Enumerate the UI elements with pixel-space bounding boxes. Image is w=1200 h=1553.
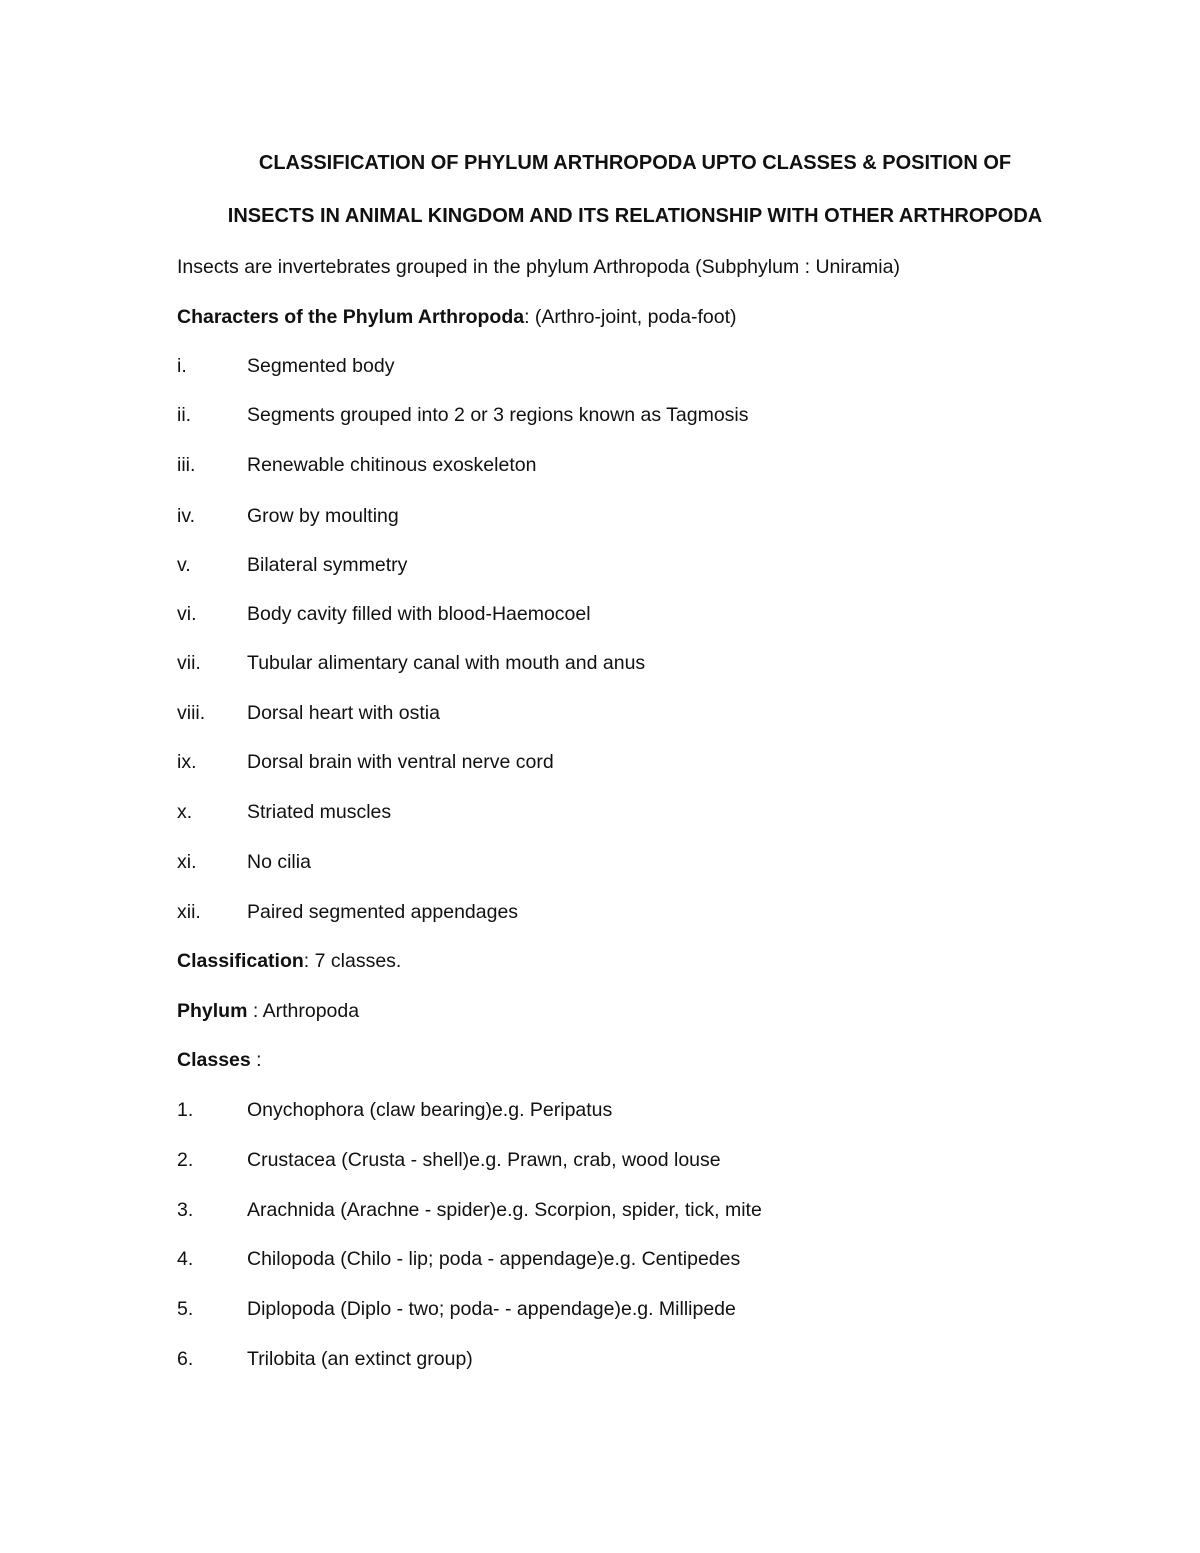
list-item-text: Body cavity filled with blood-Haemocoel — [247, 603, 591, 625]
list-item-text: Onychophora (claw bearing)e.g. Peripatus — [247, 1099, 613, 1121]
list-item-text: Arachnida (Arachne - spider)e.g. Scorpion, spider, tick, mite — [247, 1199, 762, 1221]
classification-line — [177, 950, 401, 973]
list-item-text: Segmented body — [247, 355, 395, 377]
classification-rest: : 7 classes. — [303, 950, 402, 972]
classes-heading-rest: : — [250, 1049, 262, 1071]
phylum-line — [177, 1000, 359, 1023]
list-marker: x. — [177, 801, 193, 823]
intro-paragraph: Insects are invertebrates grouped in the phylum Arthropoda (Subphylum : Uniramia) — [177, 256, 900, 278]
title-line-1: CLASSIFICATION OF PHYLUM ARTHROPODA UPTO CLASSES & POSITION OF — [258, 152, 1012, 174]
characters-heading — [177, 306, 737, 329]
list-item-text: Grow by moulting — [247, 505, 399, 527]
list-marker: viii. — [177, 702, 206, 724]
list-marker: 4. — [177, 1248, 194, 1270]
list-marker: 1. — [177, 1099, 194, 1121]
list-item-text: Dorsal brain with ventral nerve cord — [247, 751, 554, 773]
list-marker: 2. — [177, 1149, 194, 1171]
title-line-2: INSECTS IN ANIMAL KINGDOM AND ITS RELATIONSHIP WITH OTHER ARTHROPODA — [227, 205, 1043, 227]
list-item-text: Paired segmented appendages — [247, 901, 519, 923]
list-marker: iv. — [177, 505, 196, 527]
list-marker: vi. — [177, 603, 197, 625]
list-item-text: Crustacea (Crusta - shell)e.g. Prawn, crab, wood louse — [247, 1149, 721, 1171]
list-item-text: Tubular alimentary canal with mouth and anus — [247, 652, 646, 674]
phylum-rest: : Arthropoda — [247, 1000, 360, 1022]
phylum-label: Phylum — [177, 1000, 248, 1022]
list-marker: i. — [177, 355, 187, 377]
classes-heading-label: Classes — [177, 1049, 251, 1071]
characters-heading-rest: : (Arthro-joint, poda-foot) — [524, 306, 737, 328]
list-item-text: Segments grouped into 2 or 3 regions known as Tagmosis — [247, 404, 749, 426]
list-marker: xii. — [177, 901, 201, 923]
list-marker: iii. — [177, 454, 196, 476]
characters-heading-label: Characters of the Phylum Arthropoda — [177, 306, 525, 328]
list-item-text: Renewable chitinous exoskeleton — [247, 454, 537, 476]
classification-label: Classification — [177, 950, 304, 972]
list-marker: 3. — [177, 1199, 194, 1221]
list-marker: 6. — [177, 1348, 194, 1370]
list-item-text: Striated muscles — [247, 801, 392, 823]
list-marker: ix. — [177, 751, 197, 773]
list-marker: xi. — [177, 851, 197, 873]
list-item-text: No cilia — [247, 851, 311, 873]
list-item-text: Diplopoda (Diplo - two; poda- - appendage)e.g. Millipede — [247, 1298, 736, 1320]
list-item-text: Chilopoda (Chilo - lip; poda - appendage)e.g. Centipedes — [247, 1248, 741, 1270]
list-marker: v. — [177, 554, 191, 576]
list-marker: vii. — [177, 652, 201, 674]
classes-heading — [177, 1049, 262, 1072]
list-marker: ii. — [177, 404, 192, 426]
list-item-text: Dorsal heart with ostia — [247, 702, 440, 724]
list-item-text: Trilobita (an extinct group) — [247, 1348, 473, 1370]
list-marker: 5. — [177, 1298, 194, 1320]
list-item-text: Bilateral symmetry — [247, 554, 408, 576]
